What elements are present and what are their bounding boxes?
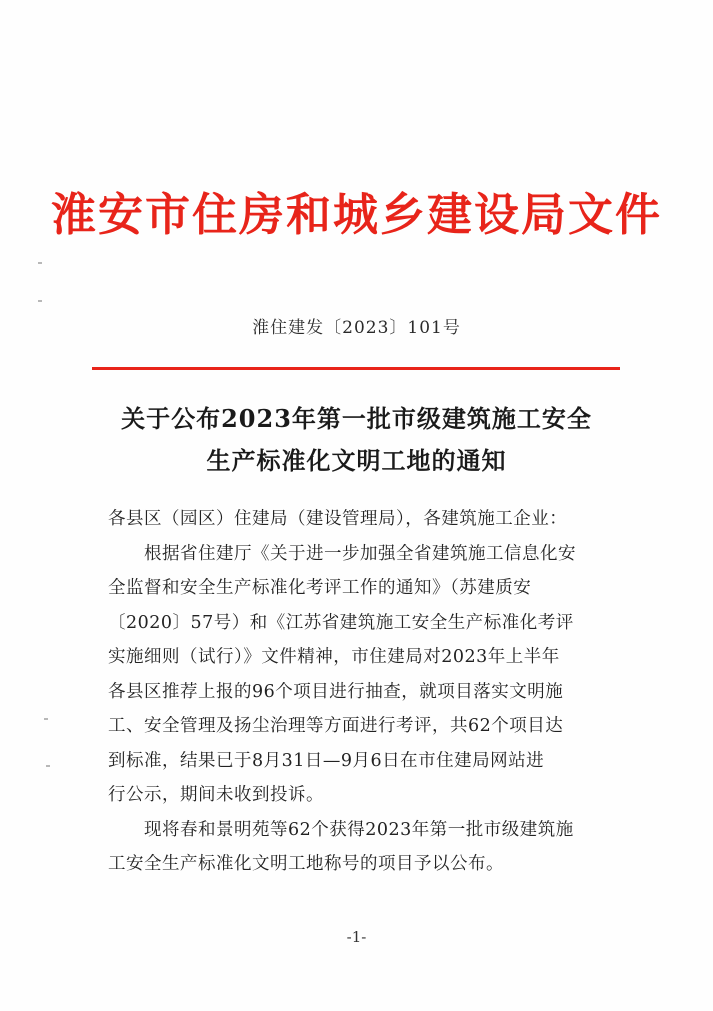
notice-title-line-1: 关于公布2023年第一批市级建筑施工安全 [121,404,592,433]
paragraph-line: 现将春和景明苑等62个获得2023年第一批市级建筑施 [144,819,574,840]
paragraph-line: 实施细则（试行）》文件精神，市住建局对2023年上半年 [108,647,560,667]
scan-speck [38,300,42,302]
paragraph-1 [108,537,608,813]
salutation: 各县区（园区）住建局（建设管理局），各建筑施工企业： [108,509,568,529]
document-number: 淮住建发〔2023〕101号 [252,318,461,338]
paragraph-line: 工、安全管理及扬尘治理等方面进行考评，共62个项目达 [108,716,564,736]
paragraph-line: 全监督和安全生产标准化考评工作的通知》（苏建质安 [108,578,532,598]
notice-body [108,502,608,882]
notice-title [0,398,713,482]
paragraph-line: 工安全生产标准化文明工地称号的项目予以公布。 [108,854,504,874]
notice-title-line-2: 生产标准化文明工地的通知 [206,446,507,475]
page-number: -1- [346,928,367,946]
scan-speck [44,718,48,720]
red-divider-line [92,367,620,370]
scan-speck [38,262,42,264]
document-header-title: 淮安市住房和城乡建设局文件 [50,188,662,241]
paragraph-line: 到标准，结果已于8月31日—9月6日在市住建局网站进 [108,750,545,771]
paragraph-line: 根据省住建厅《关于进一步加强全省建筑施工信息化安 [144,543,576,564]
paragraph-line: 各县区推荐上报的96个项目进行抽查，就项目落实文明施 [108,681,564,702]
paragraph-2 [108,813,608,882]
paragraph-line: 〔2020〕57号）和《江苏省建筑施工安全生产标准化考评 [108,612,574,633]
scan-speck [46,765,50,767]
paragraph-line: 行公示，期间未收到投诉。 [108,785,324,805]
